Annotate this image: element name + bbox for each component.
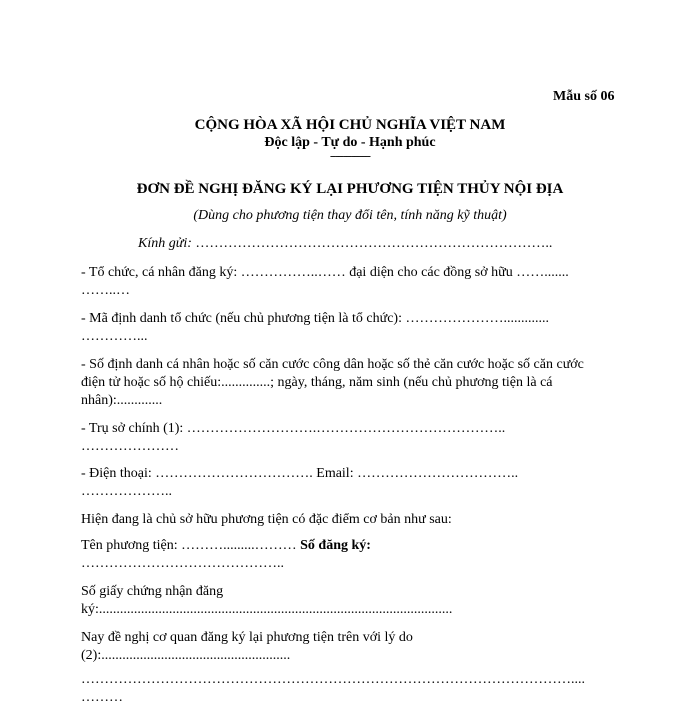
head-office-line: - Trụ sở chính (1): ……………………….………………………………….. xyxy=(81,421,506,436)
phone-email-line xyxy=(81,465,518,482)
national-motto: Độc lập - Tự do - Hạnh phúc xyxy=(264,135,436,150)
request-line-1: Nay đề nghị cơ quan đăng ký lại phương tiện trên với lý do xyxy=(81,630,413,645)
request-line-2: (2):...................................................... xyxy=(81,648,291,663)
form-number: Mẫu số 06 xyxy=(553,89,615,104)
personal-id-line-2: điện tử hoặc số hộ chiếu:..............; ngày, tháng, năm sinh (nếu chủ phương tiện là cá xyxy=(81,375,553,390)
document-subtitle: (Dùng cho phương tiện thay đổi tên, tính năng kỹ thuật) xyxy=(193,208,507,223)
header-rule: --------------- xyxy=(330,150,370,162)
nation-name: CỘNG HÒA XÃ HỘI CHỦ NGHĨA VIỆT NAM xyxy=(194,117,506,133)
personal-id-line-1: - Số định danh cá nhân hoặc số căn cước công dân hoặc số thẻ căn cước hoặc số căn cước xyxy=(81,357,584,372)
phone-label: - Điện thoại: ……………………………. xyxy=(81,466,313,481)
addressee-label: Kính gửi: xyxy=(138,236,192,251)
certificate-line-1: Số giấy chứng nhận đăng xyxy=(81,584,224,599)
owner-statement: Hiện đang là chủ sở hữu phương tiện có đặc điểm cơ bản như sau: xyxy=(81,512,452,527)
vessel-name-label: Tên phương tiện: ……….........……… xyxy=(81,538,297,553)
addressee-dots: ………………………………………………………………….. xyxy=(191,236,553,251)
document-title: ĐƠN ĐỀ NGHỊ ĐĂNG KÝ LẠI PHƯƠNG TIỆN THỦY NỘI ĐỊA xyxy=(136,181,564,197)
request-line-3: …………………………………………………………………………………………….... xyxy=(81,672,585,687)
registrant-line-cont: ……..… xyxy=(81,283,130,298)
email-label: Email: …………………………….. xyxy=(312,466,519,481)
addressee-line xyxy=(138,236,552,252)
certificate-line-2: ký:..................................................................................................... xyxy=(81,602,453,617)
org-id-line-cont: …………... xyxy=(81,329,148,344)
personal-id-line-3: nhân):............. xyxy=(81,393,163,408)
org-id-line: - Mã định danh tổ chức (nếu chủ phương tiện là tổ chức): …………………............. xyxy=(81,311,549,326)
phone-email-line-cont: ……………….. xyxy=(81,484,172,499)
registration-number-label: Số đăng ký: xyxy=(296,538,371,553)
vessel-line xyxy=(81,537,371,554)
registrant-line: - Tổ chức, cá nhân đăng ký: ……………..…… đại diện cho các đồng sở hữu ……....... xyxy=(81,265,569,280)
request-line-4: ……… xyxy=(81,690,123,705)
vessel-line-cont: …………………………………….. xyxy=(81,556,284,571)
head-office-line-cont: ………………… xyxy=(81,439,179,454)
